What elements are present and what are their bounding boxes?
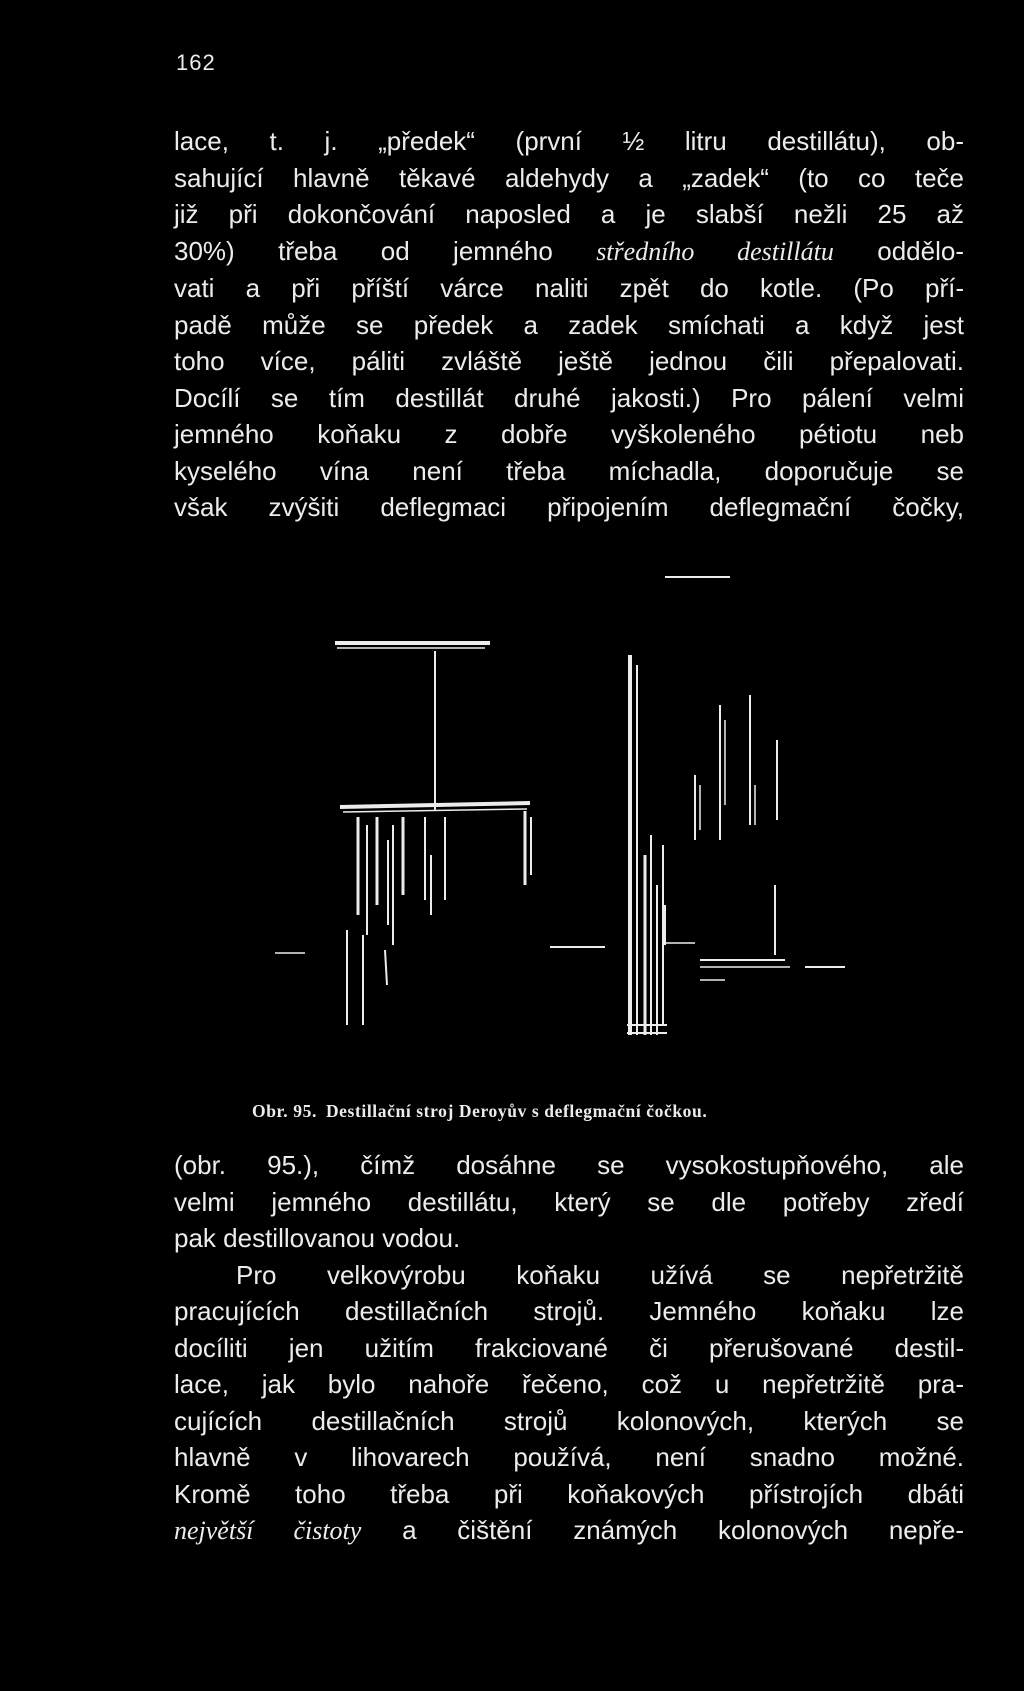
text-line: lace, t. j. „předek“ (první ½ litru destillátu), ob-: [174, 126, 964, 156]
paragraph-bottom: [174, 1147, 964, 1550]
text-line: již při dokončování naposled a je slabší nežli 25 až: [174, 199, 964, 229]
text-line: kyselého vína není třeba míchadla, doporučuje se: [174, 455, 964, 486]
text-line: Docílí se tím destillát druhé jakosti.) Pro pálení velmi: [174, 382, 964, 413]
text-fragment: a čištění známých kolonových nepře-: [361, 1515, 965, 1545]
text-line: (obr. 95.), čímž dosáhne se vysokostupňového, ale: [174, 1150, 964, 1180]
text-line: sahující hlavně těkavé aldehydy a „zadek“ (to co teče: [174, 162, 964, 193]
text-line: docíliti jen užitím frakciované či přerušované destil-: [174, 1332, 964, 1363]
paragraph-top: [174, 123, 964, 526]
text-fragment: 30%) třeba od jemného: [174, 235, 597, 266]
text-line: vati a při příští várce naliti zpět do kotle. (Po pří-: [174, 273, 964, 303]
text-line: pracujících destillačních strojů. Jemného koňaku lze: [174, 1296, 964, 1326]
figure-caption: [252, 1101, 962, 1122]
text-line: hlavně v lihovarech používá, není snadno možné.: [174, 1442, 964, 1472]
text-line: padě může se předek a zadek smíchati a když jest: [174, 309, 964, 340]
text-line: pak destillovanou vodou.: [174, 1223, 461, 1253]
italic-term: největší čistoty: [174, 1516, 362, 1545]
distillation-apparatus-illustration: [255, 555, 875, 1045]
text-fragment: oddělo-: [833, 235, 964, 266]
page-number: 162: [176, 50, 216, 75]
text-line: toho více, páliti zvláště ještě jednou čili přepalovati.: [174, 346, 964, 376]
italic-term: středního destillátu: [596, 236, 834, 266]
text-line: však zvýšiti deflegmaci připojením deflegmační čočky,: [174, 492, 964, 522]
text-line: Pro velkovýrobu koňaku užívá se nepřetržitě: [236, 1259, 964, 1290]
text-line: velmi jemného destillátu, který se dle potřeby zředí: [174, 1186, 964, 1217]
text-line: cujících destillačních strojů kolonových, kterých se: [174, 1405, 964, 1436]
text-line: lace, jak bylo nahoře řečeno, což u nepřetržitě pra-: [174, 1369, 964, 1399]
text-line: jemného koňaku z dobře vyškoleného pétiotu neb: [174, 419, 964, 449]
text-line: Kromě toho třeba při koňakových přístrojích dbáti: [174, 1478, 964, 1509]
text-line: [174, 1512, 964, 1550]
figure-label: Obr. 95.: [252, 1101, 317, 1121]
text-line: [174, 233, 964, 271]
figure-caption-text: Destillační stroj Deroyův s deflegmační čočkou.: [325, 1101, 708, 1121]
figure: [255, 555, 875, 1045]
